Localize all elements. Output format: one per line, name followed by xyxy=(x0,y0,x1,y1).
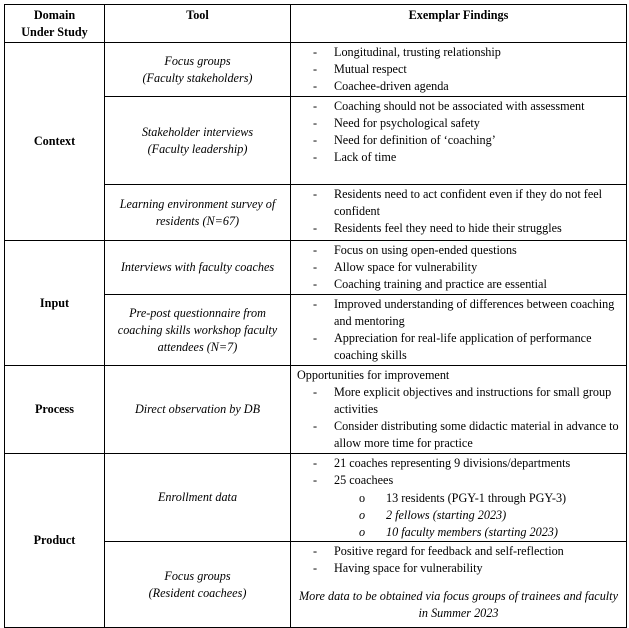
list-item: - More explicit objectives and instructions for small group activities xyxy=(291,384,626,418)
tool-cell: Direct observation by DB xyxy=(105,366,291,454)
header-findings: Exemplar Findings xyxy=(291,5,627,43)
list-item: - Appreciation for real-life application of performance coaching skills xyxy=(291,330,626,364)
tool-cell: Focus groups (Faculty stakeholders) xyxy=(105,43,291,97)
domain-product: Product xyxy=(5,454,105,628)
list-item: - Lack of time xyxy=(291,149,626,166)
list-item: - Need for definition of ‘coaching’ xyxy=(291,132,626,149)
table-row xyxy=(5,241,627,295)
list-item: - 21 coaches representing 9 divisions/departments xyxy=(291,455,626,472)
list-item: - Improved understanding of differences between coaching and mentoring xyxy=(291,296,626,330)
list-item: - Coaching training and practice are essential xyxy=(291,276,626,293)
findings-cell xyxy=(291,43,627,97)
domain-context: Context xyxy=(5,43,105,241)
tool-cell: Focus groups (Resident coachees) xyxy=(105,542,291,628)
list-item: - Coaching should not be associated with assessment xyxy=(291,98,626,115)
list-item: - Focus on using open-ended questions xyxy=(291,242,626,259)
domain-input: Input xyxy=(5,241,105,366)
header-domain: Domain Under Study xyxy=(5,5,105,43)
findings-cell xyxy=(291,454,627,542)
findings-cell xyxy=(291,542,627,628)
list-item: - Need for psychological safety xyxy=(291,115,626,132)
list-item-label: 25 coachees xyxy=(334,473,394,487)
sub-list xyxy=(291,490,626,541)
tool-cell: Learning environment survey of residents (N=67) xyxy=(105,185,291,241)
list-item: - Having space for vulnerability xyxy=(291,560,626,577)
tool-cell: Pre-post questionnaire from coaching skills workshop faculty attendees (N=7) xyxy=(105,295,291,366)
tool-cell: Interviews with faculty coaches xyxy=(105,241,291,295)
sub-list-item: o 10 faculty members (starting 2023) xyxy=(291,524,626,541)
list-item: - Consider distributing some didactic material in advance to allow more time for practice xyxy=(291,418,626,452)
sub-list-item: o 2 fellows (starting 2023) xyxy=(291,507,626,524)
findings-cell xyxy=(291,185,627,241)
list-item: - Residents need to act confident even if they do not feel confident xyxy=(291,186,626,220)
findings-table xyxy=(4,4,627,628)
tool-cell: Enrollment data xyxy=(105,454,291,542)
table-row xyxy=(5,43,627,97)
list-item: - Allow space for vulnerability xyxy=(291,259,626,276)
list-item: - Positive regard for feedback and self-reflection xyxy=(291,543,626,560)
list-item: - Longitudinal, trusting relationship xyxy=(291,44,626,61)
list-item: - Coachee-driven agenda xyxy=(291,78,626,95)
table-row xyxy=(5,454,627,542)
tool-cell: Stakeholder interviews (Faculty leadership) xyxy=(105,97,291,185)
sub-list-item: o 13 residents (PGY-1 through PGY-3) xyxy=(291,490,626,507)
findings-cell xyxy=(291,366,627,454)
findings-cell xyxy=(291,295,627,366)
domain-process: Process xyxy=(5,366,105,454)
header-row xyxy=(5,5,627,43)
list-item: - Residents feel they need to hide their struggles xyxy=(291,220,626,237)
table-row xyxy=(5,366,627,454)
findings-cell xyxy=(291,241,627,295)
list-item: - Mutual respect xyxy=(291,61,626,78)
findings-cell xyxy=(291,97,627,185)
header-tool: Tool xyxy=(105,5,291,43)
findings-intro: Opportunities for improvement xyxy=(297,368,450,382)
footnote: More data to be obtained via focus groups of trainees and faculty in Summer 2023 xyxy=(299,589,618,620)
list-item xyxy=(291,472,626,489)
